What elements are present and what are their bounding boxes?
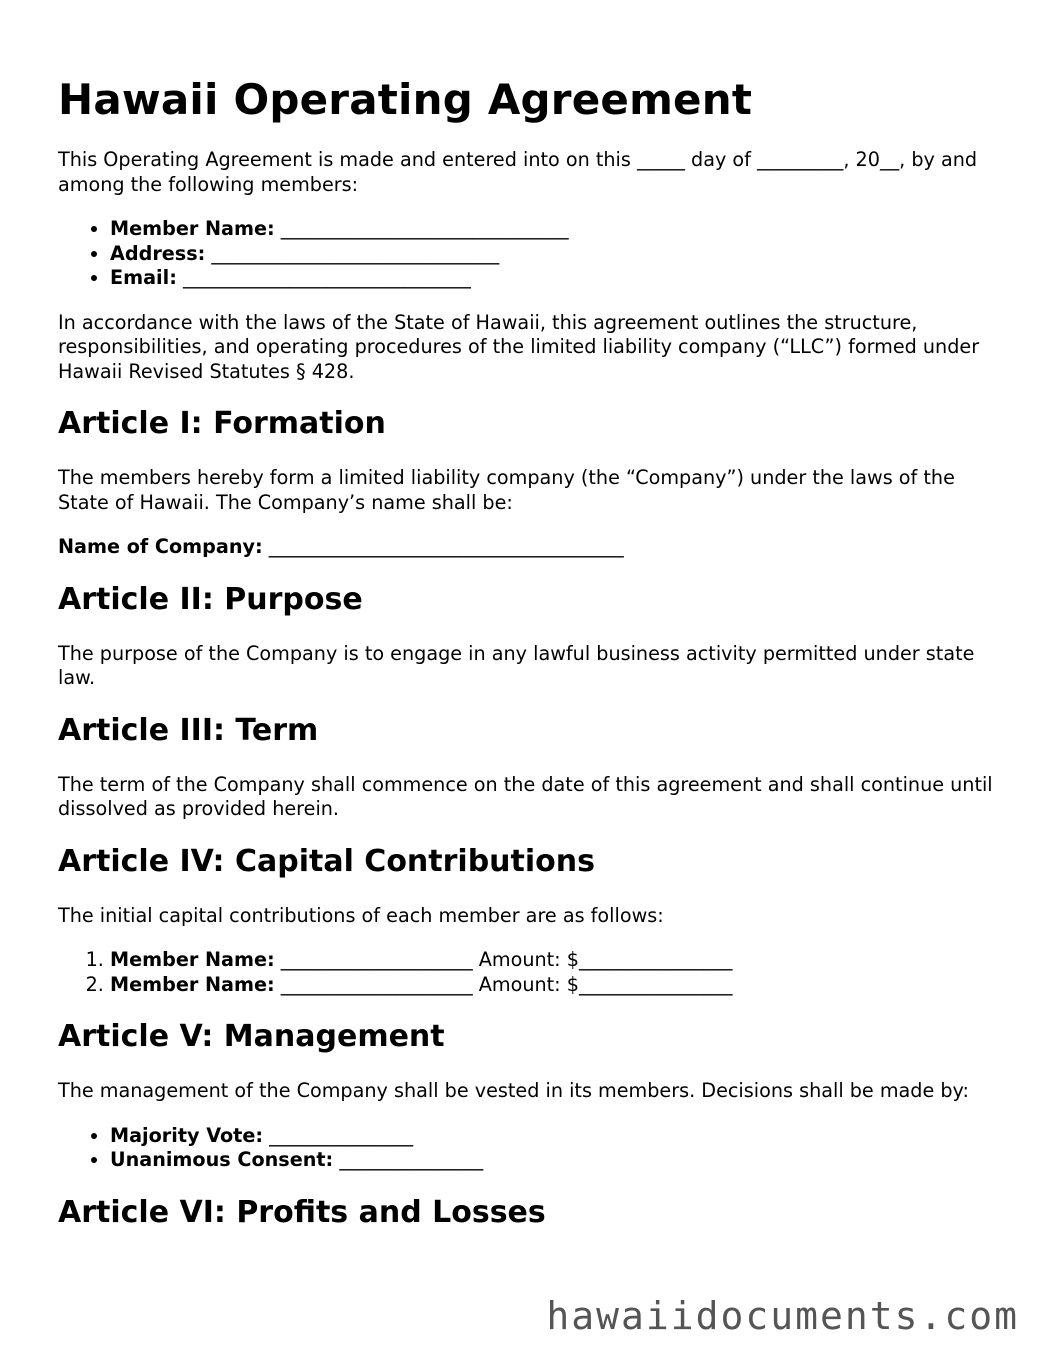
capital-contributions-list [58, 948, 1008, 997]
article-3-text: The term of the Company shall commence on the date of this agreement and shall continue until dissolved as provided herein. [58, 772, 993, 820]
company-name-blank: _____________________________________ [268, 535, 624, 558]
document-title: Hawaii Operating Agreement [58, 75, 753, 124]
majority-vote-blank: _______________ [269, 1123, 414, 1147]
list-item [110, 1148, 1008, 1173]
article-3-heading: Article III: Term [58, 712, 319, 748]
article-2-text: The purpose of the Company is to engage in any lawful business activity permitted under state law. [58, 641, 975, 689]
member-info-list [58, 217, 1008, 291]
address-blank: ______________________________ [211, 241, 500, 265]
address-label: Address: [110, 241, 206, 265]
list-item [110, 217, 1008, 242]
article-6-heading: Article VI: Profits and Losses [58, 1194, 546, 1230]
watermark: hawaiidocuments.com [546, 1294, 1019, 1338]
contribution-member-label: Member Name: [110, 948, 275, 971]
majority-vote-label: Majority Vote: [110, 1123, 264, 1147]
member-name-label: Member Name: [110, 217, 275, 240]
article-5-text: The management of the Company shall be vested in its members. Decisions shall be made by: [58, 1079, 969, 1102]
article-1-heading: Article I: Formation [58, 406, 386, 441]
article-2-heading: Article II: Purpose [58, 581, 363, 617]
article-1-text: The members hereby form a limited liability company (the “Company”) under the laws of the State of Hawaii. The Company’s name shall be: [58, 466, 955, 514]
email-label: Email: [110, 266, 177, 289]
contribution-blank: ____________________ Amount: $________________ [280, 972, 733, 996]
article-4-text: The initial capital contributions of each member are as follows: [58, 903, 664, 927]
article-5-heading: Article V: Management [58, 1019, 445, 1054]
intro-paragraph: This Operating Agreement is made and entered into on this _____ day of _________, 20__, by and among the following members: [58, 148, 978, 196]
company-name-label: Name of Company: [58, 535, 263, 558]
accordance-paragraph: In accordance with the laws of the State of Hawaii, this agreement outlines the structure, responsibilities, and operating procedures of the limited liability company (“LLC”) formed under Hawaii Revised Statutes § 428. [58, 310, 980, 383]
management-vote-list [58, 1124, 1008, 1173]
list-item [110, 973, 1008, 998]
email-blank: ______________________________ [183, 266, 471, 289]
list-item [110, 948, 1008, 973]
unanimous-consent-label: Unanimous Consent: [110, 1148, 334, 1171]
unanimous-consent-blank: _______________ [339, 1148, 484, 1171]
list-item [110, 242, 1008, 267]
article-4-heading: Article IV: Capital Contributions [58, 843, 595, 879]
contribution-member-label: Member Name: [110, 972, 275, 996]
list-item [110, 1124, 1008, 1149]
list-item [110, 266, 1008, 291]
member-name-blank: ______________________________ [280, 217, 569, 240]
document-page [58, 72, 1008, 1255]
contribution-blank: ____________________ Amount: $________________ [280, 948, 733, 971]
company-name-line [58, 535, 1008, 560]
